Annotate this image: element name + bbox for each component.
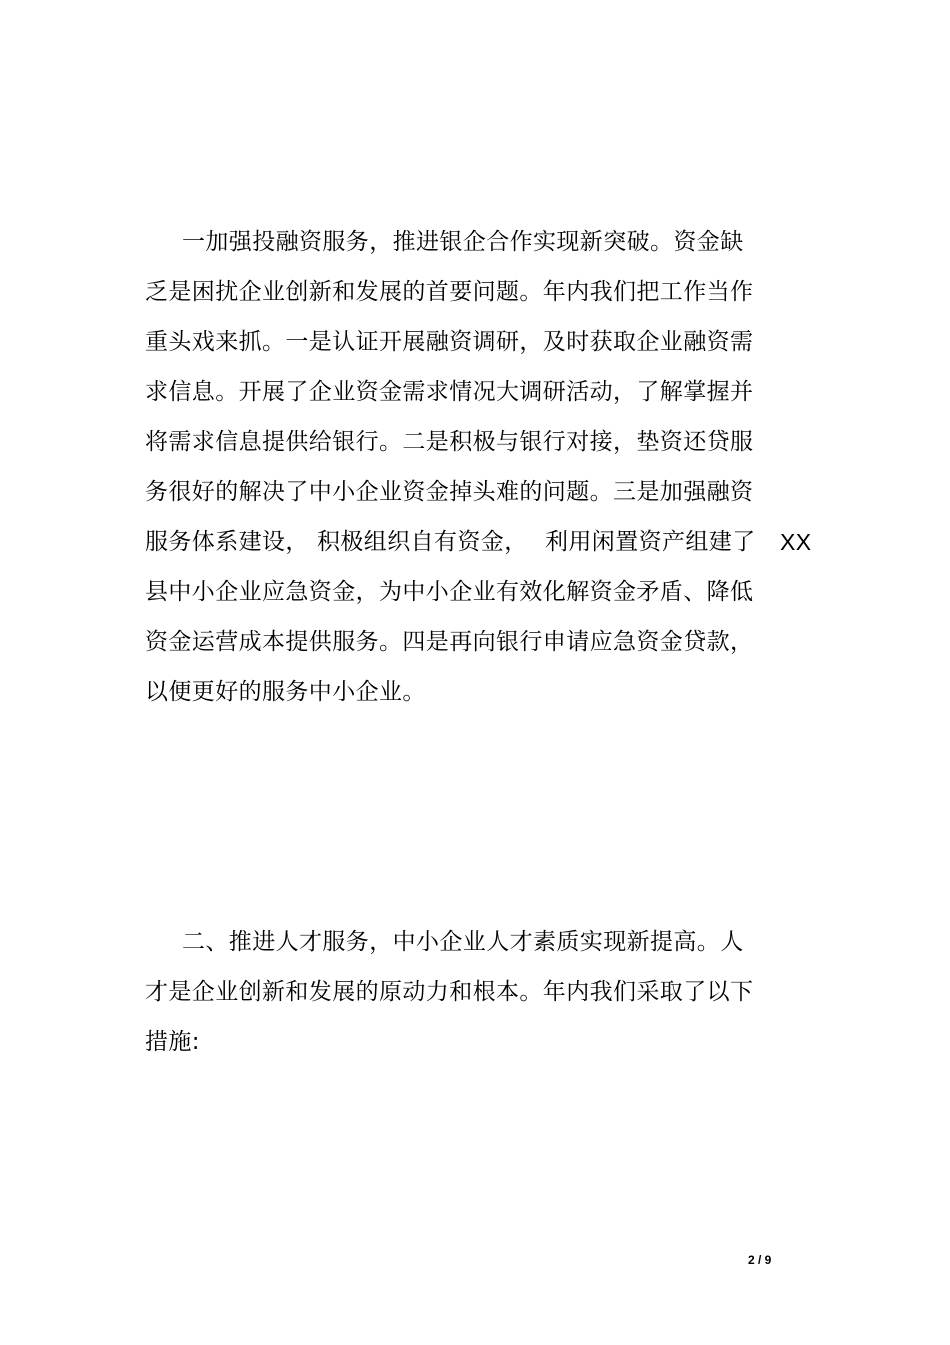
paragraph-1-line-7 <box>145 527 825 557</box>
paragraph-2-line-2: 才是企业创新和发展的原动力和根本。年内我们采取了以下 <box>145 979 754 1005</box>
paragraph-1-line-1: 一加强投融资服务，推进银企合作实现新突破。资金缺 <box>182 229 744 255</box>
paragraph-1-line-10: 以便更好的服务中小企业。 <box>145 679 426 705</box>
line-7-segment-3: 利用闲置资产组建了 <box>545 529 756 555</box>
paragraph-1-line-5: 将需求信息提供给银行。二是积极与银行对接，垫资还贷服 <box>145 429 754 455</box>
paragraph-1-line-8: 县中小企业应急资金，为中小企业有效化解资金矛盾、降低 <box>145 579 754 605</box>
paragraph-1-line-6: 务很好的解决了中小企业资金掉头难的问题。三是加强融资 <box>145 479 754 505</box>
page-number: 2 / 9 <box>748 1253 772 1267</box>
paragraph-1-line-9: 资金运营成本提供服务。四是再向银行申请应急资金贷款， <box>145 629 754 655</box>
line-7-segment-1: 服务体系建设， <box>145 529 309 555</box>
paragraph-1-line-3: 重头戏来抓。一是认证开展融资调研，及时获取企业融资需 <box>145 329 754 355</box>
paragraph-2-line-3: 措施: <box>145 1029 200 1055</box>
line-7-segment-2: 积极组织自有资金， <box>317 529 528 555</box>
paragraph-1-line-2: 乏是困扰企业创新和发展的首要问题。年内我们把工作当作 <box>145 279 754 305</box>
line-7-segment-4: XX <box>780 529 812 555</box>
paragraph-1-line-4: 求信息。开展了企业资金需求情况大调研活动，了解掌握并 <box>145 379 754 405</box>
paragraph-2-line-1: 二、推进人才服务，中小企业人才素质实现新提高。人 <box>182 929 744 955</box>
